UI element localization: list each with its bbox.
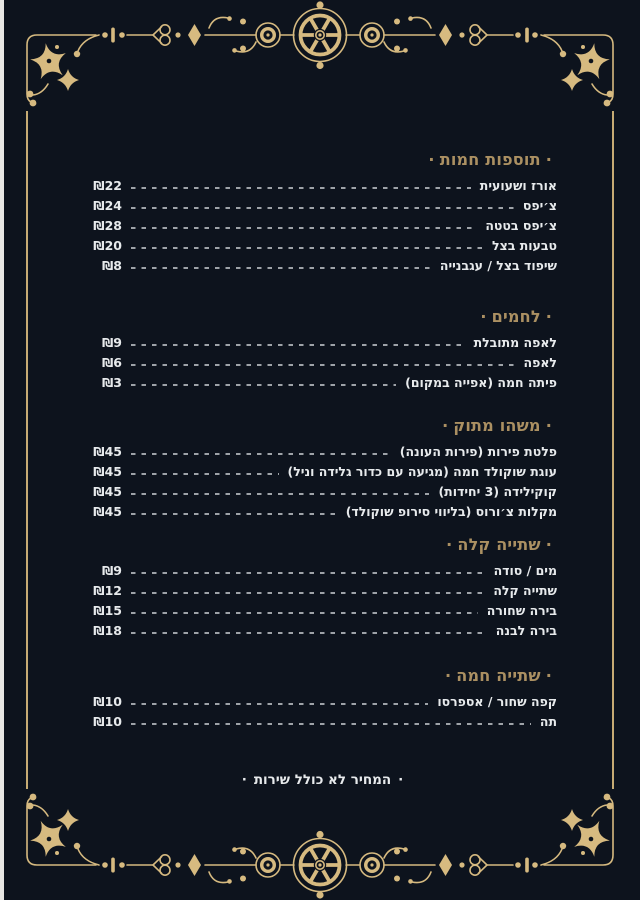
- menu-item-row: [88, 691, 557, 711]
- page-edge-strip: [0, 0, 4, 900]
- menu-footer-note: [88, 771, 557, 789]
- item-price: ₪6: [101, 354, 122, 370]
- dotted-leader: [131, 344, 465, 346]
- item-name: צ׳יפס בטטה: [485, 217, 557, 233]
- item-price: ₪15: [93, 602, 122, 618]
- title-bullet: ·: [545, 307, 552, 326]
- title-bullet: ·: [446, 535, 453, 554]
- item-price: ₪22: [93, 177, 122, 193]
- menu-sections: [88, 150, 557, 731]
- title-bullet: ·: [545, 416, 552, 435]
- item-name: אורז ושעועית: [479, 177, 557, 193]
- dotted-leader: [131, 572, 485, 574]
- title-bullet: ·: [545, 666, 552, 685]
- section-items: [88, 175, 557, 275]
- item-name: פלטת פירות (פירות העונה): [399, 443, 557, 459]
- menu-item-row: [88, 175, 557, 195]
- menu-section: [88, 307, 557, 392]
- dotted-leader: [131, 632, 487, 634]
- item-name: קפה שחור / אספרסו: [437, 693, 557, 709]
- item-price: ₪8: [101, 257, 122, 273]
- item-name: תה: [539, 713, 557, 729]
- dotted-leader: [131, 592, 484, 594]
- dotted-leader: [131, 267, 431, 269]
- section-title-text: לחמים: [491, 307, 541, 326]
- item-price: ₪12: [93, 582, 122, 598]
- menu-item-row: [88, 235, 557, 255]
- item-name: בירה לבנה: [495, 622, 557, 638]
- item-price: ₪24: [93, 197, 122, 213]
- menu-item-row: [88, 501, 557, 521]
- dotted-leader: [131, 493, 429, 495]
- menu-item-row: [88, 332, 557, 352]
- menu-item-row: [88, 372, 557, 392]
- section-title: [88, 535, 557, 555]
- section-title: [88, 416, 557, 436]
- item-price: ₪10: [93, 693, 122, 709]
- section-items: [88, 560, 557, 640]
- item-price: ₪18: [93, 622, 122, 638]
- section-title-text: שתייה חמה: [456, 666, 541, 685]
- dotted-leader: [131, 513, 337, 515]
- menu-section: [88, 416, 557, 521]
- item-price: ₪28: [93, 217, 122, 233]
- title-bullet: ·: [445, 666, 452, 685]
- section-items: [88, 332, 557, 392]
- menu-item-row: [88, 580, 557, 600]
- section-title: [88, 666, 557, 686]
- top-border-ornament: [0, 0, 640, 108]
- menu-item-row: [88, 620, 557, 640]
- footer-text: המחיר לא כולל שירות: [253, 772, 392, 788]
- item-price: ₪45: [93, 463, 122, 479]
- menu-section: [88, 666, 557, 731]
- item-name: לאפה: [523, 354, 557, 370]
- menu-section: [88, 150, 557, 275]
- item-name: בירה שחורה: [486, 602, 557, 618]
- item-name: צ׳יפס: [522, 197, 557, 213]
- item-name: מקלות צ׳ורוס (בליווי סירופ שוקולד): [345, 503, 557, 519]
- dotted-leader: [131, 227, 476, 229]
- menu-content: [88, 150, 557, 789]
- item-price: ₪45: [93, 503, 122, 519]
- item-name: לאפה מתובלת: [473, 334, 557, 350]
- section-title-text: תוספות חמות: [439, 150, 541, 169]
- dotted-leader: [131, 207, 514, 209]
- item-price: ₪9: [101, 562, 122, 578]
- dotted-leader: [131, 247, 483, 249]
- title-bullet: ·: [428, 150, 435, 169]
- right-border-line: [612, 111, 614, 789]
- menu-item-row: [88, 195, 557, 215]
- dotted-leader: [131, 723, 531, 725]
- section-title-text: שתייה קלה: [457, 535, 541, 554]
- title-bullet: ·: [545, 150, 552, 169]
- section-title-text: משהו מתוק: [453, 416, 541, 435]
- footer-bullet: ·: [398, 772, 404, 788]
- menu-item-row: [88, 711, 557, 731]
- dotted-leader: [131, 453, 391, 455]
- title-bullet: ·: [480, 307, 487, 326]
- section-items: [88, 691, 557, 731]
- section-title: [88, 150, 557, 170]
- item-name: עוגת שוקולד חמה (מגיעה עם כדור גלידה וניל): [287, 463, 557, 479]
- dotted-leader: [131, 703, 428, 705]
- menu-item-row: [88, 461, 557, 481]
- item-price: ₪45: [93, 483, 122, 499]
- menu-item-row: [88, 441, 557, 461]
- section-items: [88, 441, 557, 521]
- item-name: קוקילידה (3 יחידות): [438, 483, 557, 499]
- menu-item-row: [88, 481, 557, 501]
- menu-item-row: [88, 352, 557, 372]
- dotted-leader: [131, 187, 471, 189]
- item-name: מים / סודה: [493, 562, 557, 578]
- left-border-line: [26, 111, 28, 789]
- item-name: שתייה קלה: [493, 582, 557, 598]
- dotted-leader: [131, 612, 478, 614]
- item-name: טבעות בצל: [492, 237, 557, 253]
- dotted-leader: [131, 473, 279, 475]
- dotted-leader: [131, 384, 396, 386]
- item-price: ₪45: [93, 443, 122, 459]
- menu-item-row: [88, 215, 557, 235]
- bottom-border-ornament: [0, 792, 640, 900]
- item-name: פיתה חמה (אפייה במקום): [405, 374, 557, 390]
- item-price: ₪3: [101, 374, 122, 390]
- menu-section: [88, 535, 557, 640]
- dotted-leader: [131, 364, 515, 366]
- section-title: [88, 307, 557, 327]
- item-price: ₪9: [101, 334, 122, 350]
- item-name: שיפוד בצל / עגבנייה: [439, 257, 557, 273]
- title-bullet: ·: [545, 535, 552, 554]
- menu-item-row: [88, 600, 557, 620]
- title-bullet: ·: [442, 416, 449, 435]
- item-price: ₪10: [93, 713, 122, 729]
- menu-item-row: [88, 255, 557, 275]
- item-price: ₪20: [93, 237, 122, 253]
- menu-item-row: [88, 560, 557, 580]
- footer-bullet: ·: [241, 772, 247, 788]
